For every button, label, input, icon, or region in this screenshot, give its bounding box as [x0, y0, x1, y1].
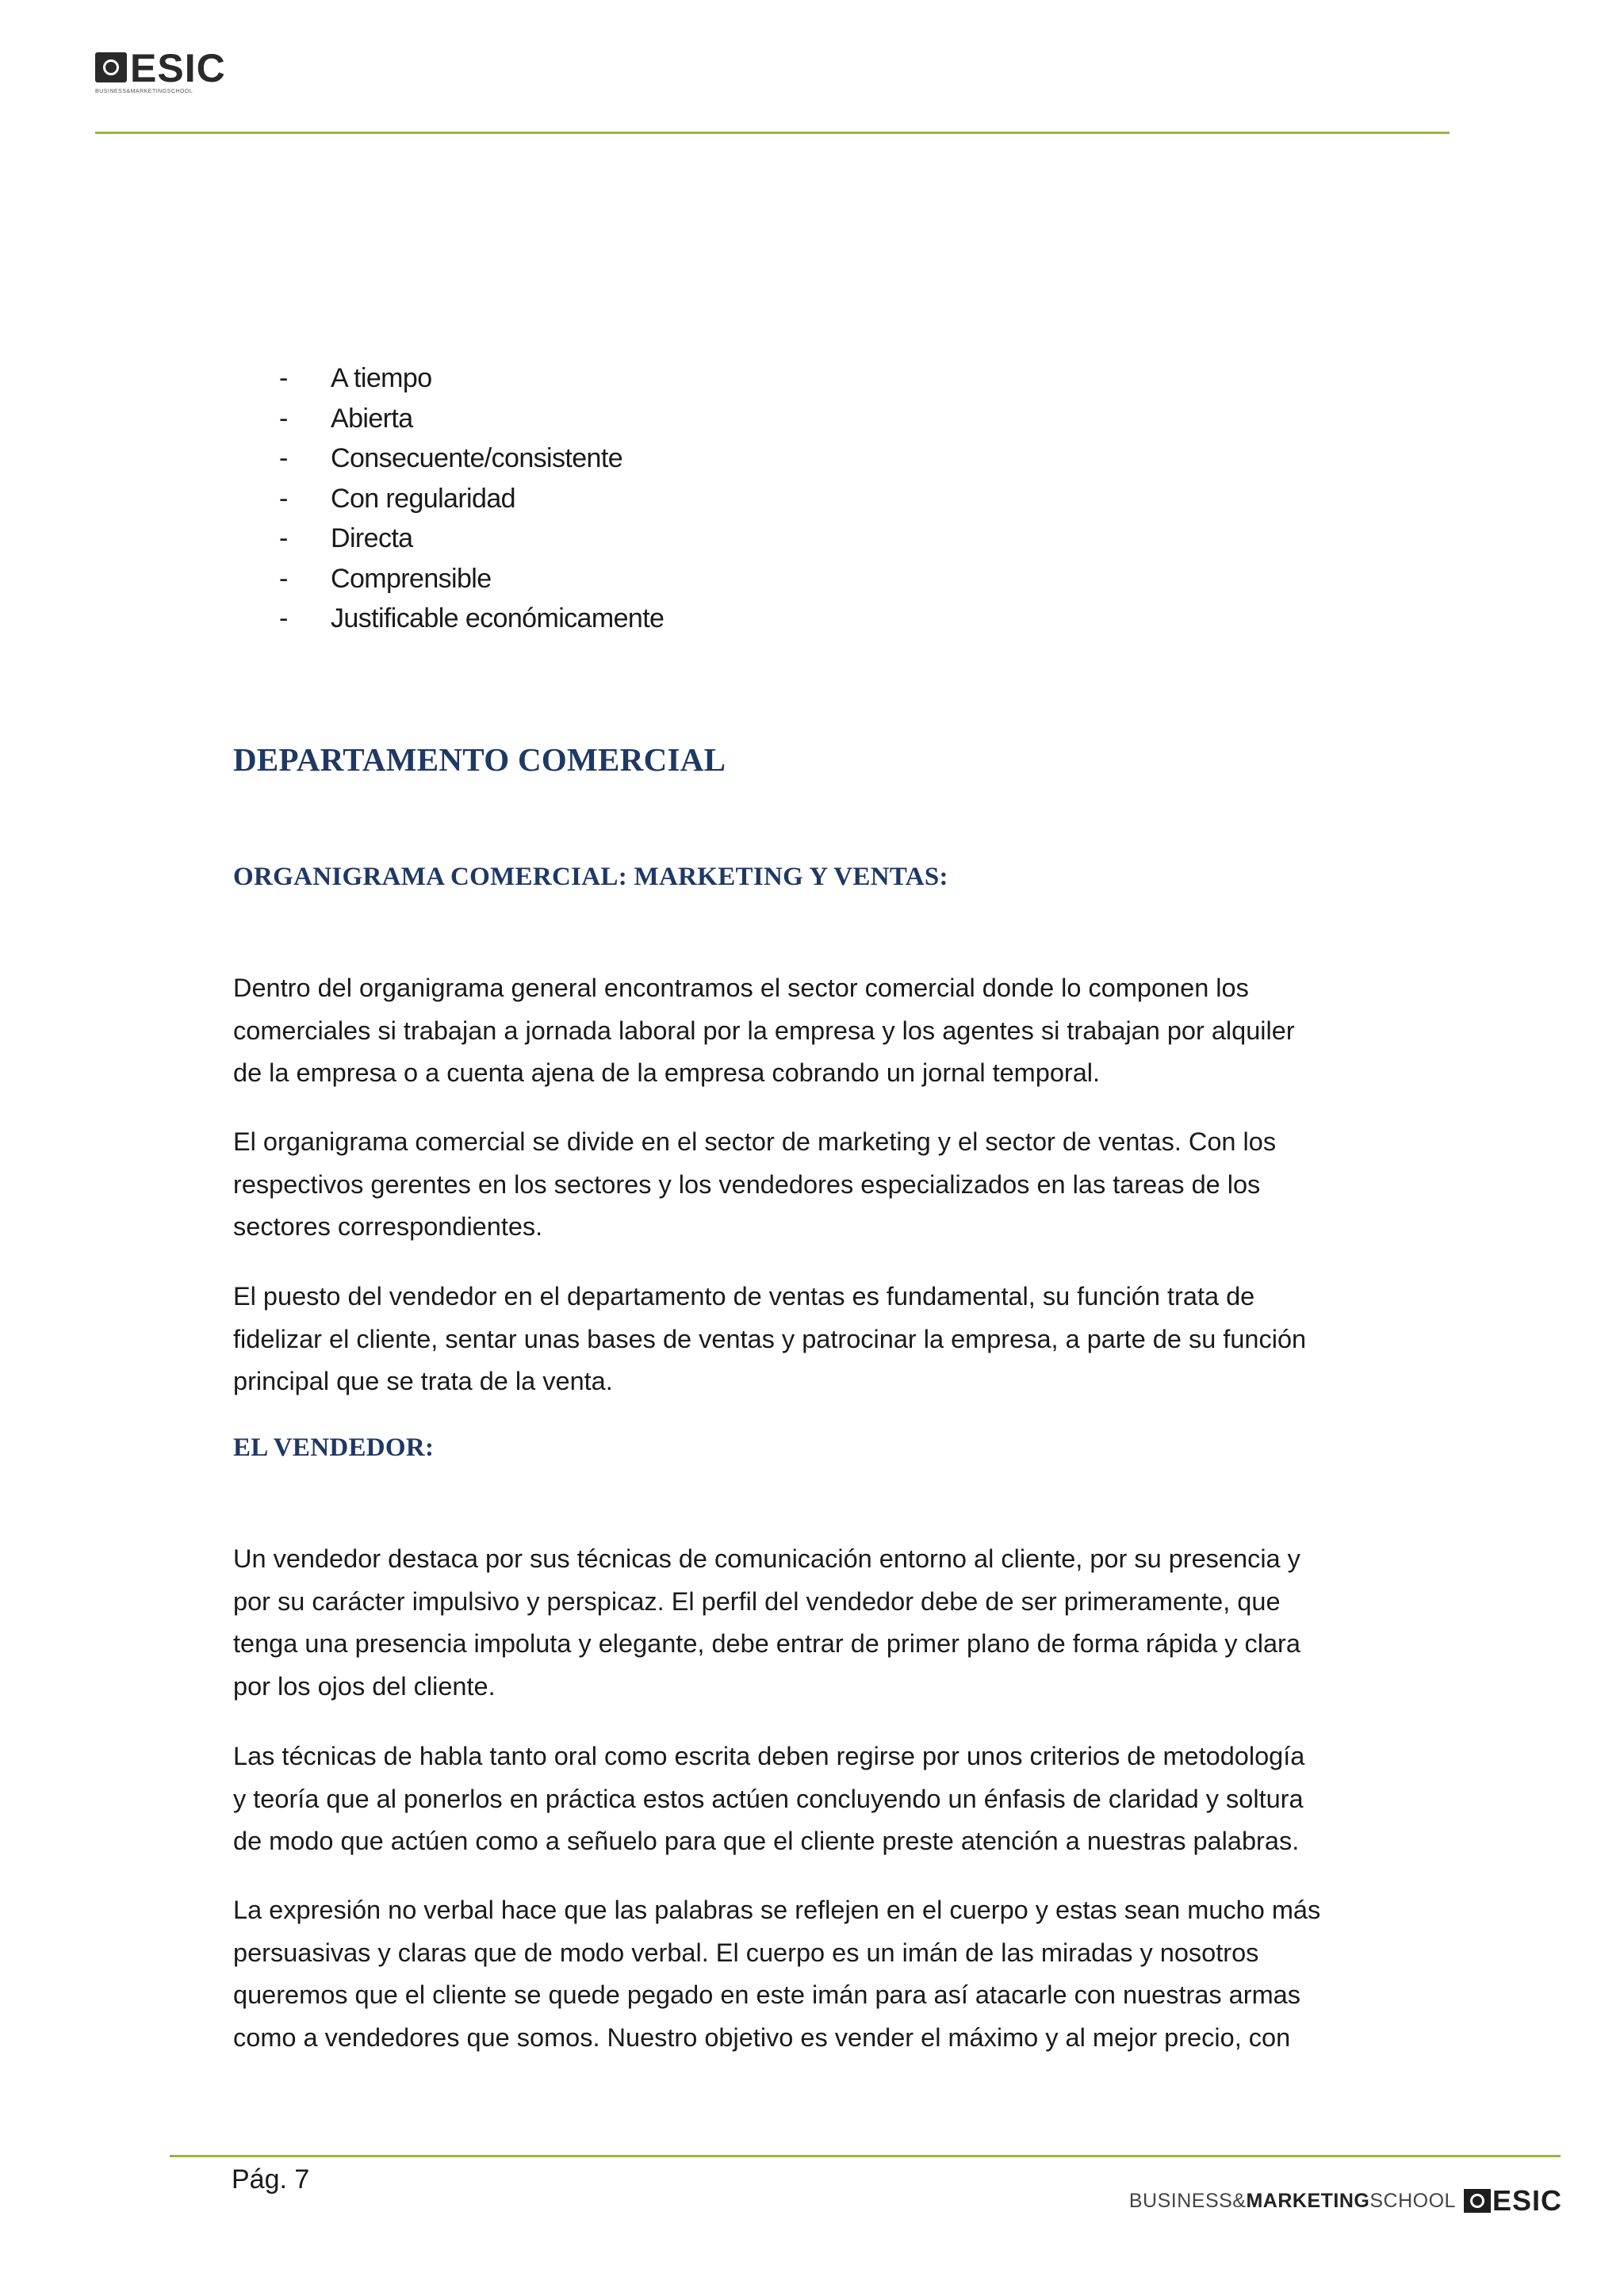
esic-emblem-icon [1464, 2189, 1491, 2213]
subsection-title-vendedor: EL VENDEDOR: [233, 1433, 435, 1462]
logo-subtitle: BUSINESS&MARKETINGSCHOOL [95, 89, 193, 94]
section-title: DEPARTAMENTO COMERCIAL [233, 741, 726, 778]
logo-text: ESIC [130, 46, 226, 90]
footer-brand [1129, 2185, 1562, 2217]
bullet-dash: - [279, 403, 288, 434]
footer-divider [170, 2155, 1561, 2157]
footer-brand-text: BUSINESS&MARKETINGSCHOOL [1128, 2189, 1456, 2212]
header-logo [95, 46, 254, 105]
bullet-dash: - [279, 563, 288, 594]
bullet-dash: - [279, 483, 288, 514]
paragraph: La expresión no verbal hace que las palabras se reflejen en el cuerpo y estas sean mucho más persuasivas y claras que de modo verbal. El cuerpo es un imán de las miradas y nosotros queremos que el cliente se quede pegado en este imán para así atacarle con nuestras armas como a vendedores que somos. Nuestro objetivo es vender el máximo y al mejor precio, con [233, 1896, 1321, 2052]
bullet-dash: - [279, 603, 288, 633]
bullet-dash: - [279, 523, 288, 553]
esic-emblem-icon [95, 52, 127, 82]
paragraph: Las técnicas de habla tanto oral como escrita deben regirse por unos criterios de metodología y teoría que al ponerlos en práctica estos actúen concluyendo un énfasis de claridad y soltura de modo que actúen como a señuelo para que el cliente preste atención a nuestras palabras. [233, 1742, 1305, 1855]
subsection-title-organigrama: ORGANIGRAMA COMERCIAL: MARKETING Y VENTAS: [233, 863, 948, 891]
paragraph: Dentro del organigrama general encontramos el sector comercial donde lo componen los comerciales si trabajan a jornada laboral por la empresa y los agentes si trabajan por alquiler de la empresa o a cuenta ajena de la empresa cobrando un jornal temporal. [233, 974, 1295, 1087]
paragraph: El puesto del vendedor en el departamento de ventas es fundamental, su función trata de fidelizar el cliente, sentar unas bases de ventas y patrocinar la empresa, a parte de su función principal que se trata de la venta. [233, 1282, 1307, 1395]
header-divider [95, 132, 1450, 134]
bullet-dash: - [279, 363, 288, 393]
page-number: Pág. 7 [232, 2164, 310, 2195]
paragraph: Un vendedor destaca por sus técnicas de comunicación entorno al cliente, por su presencia y por su carácter impulsivo y perspicaz. El perfil del vendedor debe de ser primeramente, que tenga una presencia impoluta y elegante, debe entrar de primer plano de forma rápida y clara por los ojos del cliente. [233, 1544, 1300, 1701]
footer-logo-text: ESIC [1492, 2184, 1562, 2217]
bullet-dash: - [279, 443, 288, 473]
paragraph: El organigrama comercial se divide en el sector de marketing y el sector de ventas. Con los respectivos gerentes en los sectores y los vendedores especializados en las tareas de los sectores correspondientes. [233, 1127, 1277, 1241]
